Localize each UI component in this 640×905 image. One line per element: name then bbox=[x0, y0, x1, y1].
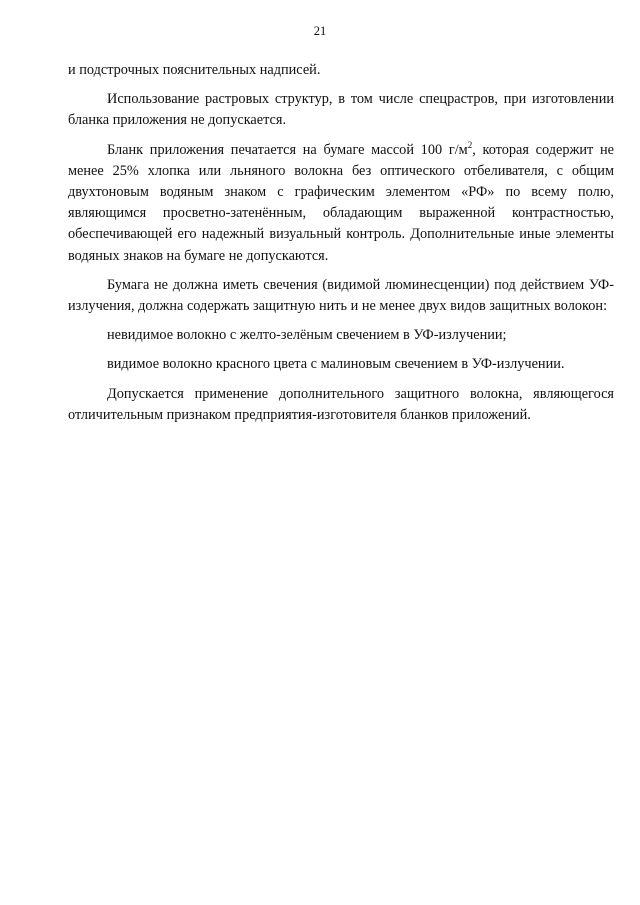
paper-mass-text: Бланк приложения печатается на бумаге массой 100 г/м bbox=[107, 141, 468, 158]
paragraph-additional-fiber: Допускается применение дополнительного защитного волокна, являющегося отличительным признаком предприятия-изготовителя бланков приложений. bbox=[68, 385, 614, 423]
list-item-visible-fiber: видимое волокно красного цвета с малиновым свечением в УФ-излучении. bbox=[107, 356, 565, 373]
paragraph-uv-requirements: Бумага не должна иметь свечения (видимой люминесценции) под действием УФ-излучения, должна содержать защитную нить и не менее двух видов защитных волокон: bbox=[68, 276, 614, 315]
paragraph-paper-requirements bbox=[68, 140, 614, 267]
document-body bbox=[68, 60, 614, 434]
page-number: 21 bbox=[313, 24, 327, 38]
paragraph-raster-structures: Использование растровых структур, в том числе спецрастров, при изготовлении бланка приложения не допускается. bbox=[68, 91, 614, 129]
superscript-2: 2 bbox=[467, 139, 473, 150]
list-item-invisible-fiber: невидимое волокно с желто-зелёным свечением в УФ-излучении; bbox=[107, 327, 507, 344]
paper-composition-text: , которая содержит не менее 25% хлопка или льняного волокна без оптического отбеливателя, с общим двухтоновым водяным знаком с графическим элементом «РФ» по всему полю, являющимся просветно-затенённым, обладающим выраженной контрастностью, обеспечивающей его надежный визуальный контроль. Дополнительные иные элементы водяных знаков на бумаге не допускаются. bbox=[68, 141, 614, 264]
paragraph-continuation: и подстрочных пояснительных надписей. bbox=[68, 62, 321, 78]
